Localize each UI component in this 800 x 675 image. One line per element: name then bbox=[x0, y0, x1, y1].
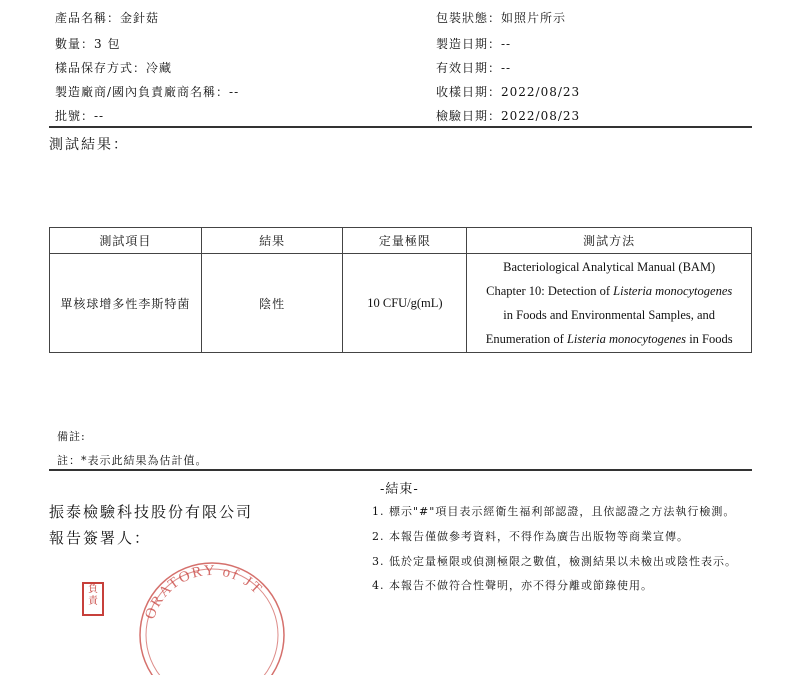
laboratory-stamp bbox=[130, 555, 290, 675]
method-line-3: in Foods and Environmental Samples, and bbox=[503, 308, 716, 322]
end-mark: -結束- bbox=[380, 482, 419, 497]
header-method: 測試方法 bbox=[467, 228, 752, 254]
batch-number: 批號：-- bbox=[55, 109, 105, 123]
cell-test-item: 單核球增多性李斯特菌 bbox=[50, 254, 202, 353]
header-lod: 定量極限 bbox=[343, 228, 467, 254]
method-line-1: Bacteriological Analytical Manual (BAM) bbox=[503, 260, 716, 274]
footnote-1: 1. 標示"#"項目表示經衛生福利部認證，且依認證之方法執行檢測。 bbox=[372, 505, 736, 518]
table-header-row bbox=[50, 228, 752, 254]
divider-top bbox=[49, 126, 752, 128]
manufacture-date: 製造日期：-- bbox=[436, 37, 512, 51]
signatory-label: 報告簽署人： bbox=[49, 529, 152, 547]
stamp-text: ORATORY of JT bbox=[142, 562, 266, 622]
header-test-item: 測試項目 bbox=[50, 228, 202, 254]
footnote-4: 4. 本報告不做符合性聲明，亦不得分離或節錄使用。 bbox=[372, 579, 653, 592]
company-name: 振泰檢驗科技股份有限公司 bbox=[49, 503, 254, 521]
product-name: 產品名稱：金針菇 bbox=[55, 11, 160, 25]
footnote-3: 3. 低於定量極限或偵測極限之數值，檢測結果以未檢出或陰性表示。 bbox=[372, 555, 737, 568]
cell-lod: 10 CFU/g(mL) bbox=[343, 254, 467, 353]
storage-method: 樣品保存方式：冷藏 bbox=[55, 61, 173, 75]
header-result: 結果 bbox=[201, 228, 343, 254]
results-heading: 測試結果： bbox=[49, 137, 129, 153]
received-date: 收樣日期：2022/08/23 bbox=[436, 85, 581, 99]
cell-method bbox=[467, 254, 752, 353]
cell-result: 陰性 bbox=[201, 254, 343, 353]
expiry-date: 有效日期：-- bbox=[436, 61, 512, 75]
table-row bbox=[50, 254, 752, 353]
responsible-seal: 負責 bbox=[82, 582, 104, 616]
packaging-status: 包裝狀態：如照片所示 bbox=[436, 11, 567, 25]
remarks-label: 備註: bbox=[57, 430, 86, 443]
method-line-2: Chapter 10: Detection of Listeria monocytogenes bbox=[486, 284, 733, 298]
test-date: 檢驗日期：2022/08/23 bbox=[436, 109, 581, 123]
quantity: 數量：3 包 bbox=[55, 37, 121, 51]
manufacturer: 製造廠商/國內負責廠商名稱：-- bbox=[55, 85, 240, 99]
results-table bbox=[49, 227, 752, 353]
remarks-note: 註：*表示此結果為估計值。 bbox=[57, 454, 208, 467]
divider-bottom bbox=[49, 469, 752, 471]
footnote-2: 2. 本報告僅做參考資料，不得作為廣告出版物等商業宣傳。 bbox=[372, 530, 689, 543]
method-line-4: Enumeration of Listeria monocytogenes in Foods bbox=[485, 332, 733, 346]
